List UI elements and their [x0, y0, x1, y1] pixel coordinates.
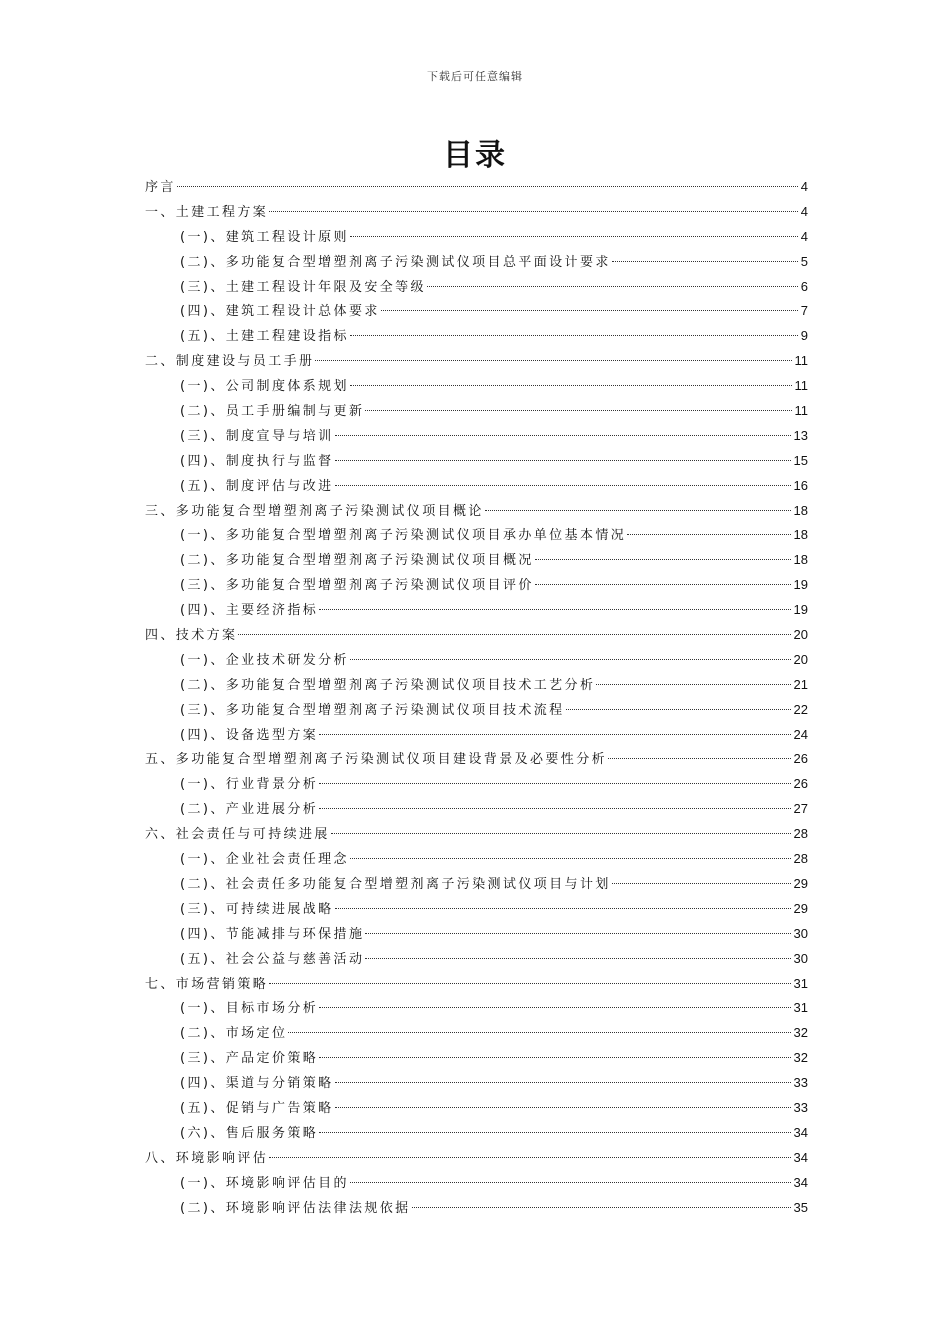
- toc-entry-title: (二)、社会责任多功能复合型增塑剂离子污染测试仪项目与计划: [180, 876, 611, 892]
- toc-entry-title: (二)、市场定位: [180, 1026, 288, 1042]
- toc-entry-page-number: 4: [800, 179, 808, 194]
- toc-entry[interactable]: [145, 1046, 808, 1071]
- toc-entry[interactable]: [145, 523, 808, 548]
- toc-entry-title: (四)、制度执行与监督: [180, 453, 334, 469]
- toc-entry-title: (一)、目标市场分析: [180, 1001, 319, 1017]
- toc-entry-title: (五)、社会公益与慈善活动: [180, 951, 365, 967]
- toc-dot-leader: [319, 1057, 790, 1058]
- toc-entry-title: (二)、多功能复合型增塑剂离子污染测试仪项目概况: [180, 553, 534, 569]
- toc-entry-page-number: 26: [793, 776, 808, 792]
- toc-dot-leader: [612, 883, 791, 884]
- toc-entry-title: (五)、制度评估与改进: [180, 478, 334, 494]
- toc-entry[interactable]: [145, 1021, 808, 1046]
- toc-entry[interactable]: [145, 1196, 808, 1221]
- toc-entry-page-number: 24: [793, 726, 808, 742]
- toc-dot-leader: [365, 410, 791, 411]
- toc-dot-leader: [315, 360, 791, 361]
- toc-entry[interactable]: [145, 349, 808, 374]
- toc-entry-title: (二)、员工手册编制与更新: [180, 404, 365, 420]
- toc-entry-page-number: 20: [793, 651, 808, 667]
- toc-dot-leader: [608, 758, 791, 759]
- toc-entry[interactable]: [145, 648, 808, 673]
- toc-entry-title: 八、环境影响评估: [145, 1150, 269, 1166]
- toc-entry[interactable]: [145, 747, 808, 772]
- toc-entry-title: (五)、促销与广告策略: [180, 1100, 334, 1116]
- toc-entry-page-number: 28: [793, 851, 808, 867]
- toc-entry-title: 二、制度建设与员工手册: [145, 354, 315, 370]
- toc-entry-title: (四)、设备选型方案: [180, 727, 319, 743]
- toc-dot-leader: [427, 286, 798, 287]
- toc-dot-leader: [335, 1082, 791, 1083]
- toc-entry[interactable]: [145, 847, 808, 872]
- toc-dot-leader: [319, 609, 790, 610]
- toc-entry[interactable]: [145, 374, 808, 399]
- toc-entry[interactable]: [145, 449, 808, 474]
- toc-dot-leader: [319, 734, 790, 735]
- toc-entry[interactable]: [145, 474, 808, 499]
- toc-entry-title: (六)、售后服务策略: [180, 1125, 319, 1141]
- toc-entry-page-number: 29: [793, 875, 808, 891]
- toc-entry-page-number: 34: [793, 1124, 808, 1140]
- toc-entry-title: (四)、渠道与分销策略: [180, 1076, 334, 1092]
- toc-entry[interactable]: [145, 897, 808, 922]
- page-header-note: 下载后可任意编辑: [427, 70, 523, 83]
- toc-dot-leader: [535, 559, 791, 560]
- toc-entry-page-number: 20: [793, 627, 808, 643]
- toc-entry-title: 四、技术方案: [145, 628, 238, 644]
- toc-entry-title: (三)、制度宣导与培训: [180, 428, 334, 444]
- toc-entry-page-number: 33: [793, 1075, 808, 1091]
- toc-entry-title: 序言: [145, 180, 176, 195]
- toc-dot-leader: [485, 510, 791, 511]
- toc-entry-title: (二)、产业进展分析: [180, 802, 319, 818]
- toc-entry[interactable]: [145, 250, 808, 275]
- toc-dot-leader: [331, 833, 791, 834]
- toc-entry-page-number: 21: [793, 676, 808, 692]
- toc-entry-page-number: 27: [793, 801, 808, 817]
- toc-dot-leader: [288, 1032, 790, 1033]
- toc-entry-page-number: 22: [793, 701, 808, 717]
- toc-entry-page-number: 19: [793, 602, 808, 618]
- toc-entry-title: (二)、多功能复合型增塑剂离子污染测试仪项目总平面设计要求: [180, 254, 611, 270]
- toc-dot-leader: [335, 1107, 791, 1108]
- toc-entry-page-number: 28: [793, 826, 808, 842]
- toc-entry[interactable]: [145, 922, 808, 947]
- toc-entry-page-number: 19: [793, 577, 808, 593]
- toc-entry[interactable]: [145, 723, 808, 748]
- toc-entry-page-number: 11: [794, 403, 808, 419]
- toc-entry-page-number: 32: [793, 1025, 808, 1041]
- toc-dot-leader: [350, 236, 798, 237]
- toc-entry-title: (一)、多功能复合型增塑剂离子污染测试仪项目承办单位基本情况: [180, 528, 627, 544]
- toc-entry-title: (一)、公司制度体系规划: [180, 379, 349, 395]
- toc-entry-title: (一)、企业社会责任理念: [180, 852, 349, 868]
- toc-entry-page-number: 31: [793, 1000, 808, 1016]
- toc-dot-leader: [627, 534, 790, 535]
- toc-entry[interactable]: [145, 947, 808, 972]
- toc-entry[interactable]: [145, 399, 808, 424]
- toc-entry[interactable]: [145, 1146, 808, 1171]
- toc-entry-page-number: 11: [794, 353, 808, 369]
- toc-entry-page-number: 33: [793, 1099, 808, 1115]
- toc-entry[interactable]: [145, 299, 808, 324]
- toc-entry-page-number: 30: [793, 950, 808, 966]
- toc-entry-page-number: 32: [793, 1050, 808, 1066]
- toc-entry-page-number: 18: [793, 527, 808, 543]
- toc-entry[interactable]: [145, 1171, 808, 1196]
- toc-entry-title: (三)、多功能复合型增塑剂离子污染测试仪项目技术流程: [180, 702, 565, 718]
- toc-dot-leader: [319, 783, 790, 784]
- toc-entry-page-number: 4: [800, 203, 808, 219]
- toc-entry-page-number: 6: [800, 278, 808, 294]
- toc-entry[interactable]: [145, 996, 808, 1021]
- toc-dot-leader: [350, 659, 791, 660]
- toc-entry-page-number: 34: [793, 1174, 808, 1190]
- toc-dot-leader: [566, 709, 791, 710]
- toc-entry-page-number: 7: [800, 303, 808, 319]
- toc-entry-page-number: 15: [793, 452, 808, 468]
- toc-dot-leader: [238, 634, 790, 635]
- toc-dot-leader: [612, 261, 798, 262]
- toc-entry[interactable]: [145, 225, 808, 250]
- toc-entry-title: (二)、环境影响评估法律法规依据: [180, 1200, 411, 1216]
- toc-dot-leader: [335, 435, 791, 436]
- toc-entry[interactable]: [145, 324, 808, 349]
- toc-entry-title: (一)、环境影响评估目的: [180, 1175, 349, 1191]
- toc-dot-leader: [350, 385, 792, 386]
- toc-entry-title: (一)、行业背景分析: [180, 777, 319, 793]
- toc-entry-title: (一)、企业技术研发分析: [180, 652, 349, 668]
- toc-entry-page-number: 4: [800, 228, 808, 244]
- toc-dot-leader: [350, 858, 791, 859]
- toc-entry-title: (四)、主要经济指标: [180, 603, 319, 619]
- toc-title: 目录: [443, 138, 507, 173]
- toc-entry-title: 一、土建工程方案: [145, 204, 269, 220]
- toc-dot-leader: [269, 983, 790, 984]
- toc-dot-leader: [319, 808, 790, 809]
- toc-entry-title: (一)、建筑工程设计原则: [180, 229, 349, 245]
- toc-entry[interactable]: [145, 623, 808, 648]
- toc-entry[interactable]: [145, 573, 808, 598]
- toc-entry-title: (五)、土建工程建设指标: [180, 329, 349, 345]
- toc-entry-title: 六、社会责任与可持续进展: [145, 827, 330, 843]
- toc-entry-title: (三)、可持续进展战略: [180, 901, 334, 917]
- toc-entry[interactable]: [145, 200, 808, 225]
- toc-entry[interactable]: [145, 275, 808, 300]
- toc-dot-leader: [365, 958, 790, 959]
- toc-entry[interactable]: [145, 797, 808, 822]
- toc-entry-page-number: 31: [793, 975, 808, 991]
- toc-dot-leader: [335, 485, 791, 486]
- toc-entry-title: 三、多功能复合型增塑剂离子污染测试仪项目概论: [145, 503, 484, 519]
- toc-entry[interactable]: [145, 872, 808, 897]
- toc-dot-leader: [269, 211, 798, 212]
- toc-entry[interactable]: [145, 175, 808, 200]
- toc-entry-title: 七、市场营销策略: [145, 976, 269, 992]
- toc-dot-leader: [381, 310, 798, 311]
- toc-entry[interactable]: [145, 772, 808, 797]
- toc-entry[interactable]: [145, 499, 808, 524]
- toc-dot-leader: [365, 933, 790, 934]
- toc-entry-page-number: 5: [800, 253, 808, 269]
- toc-entry-page-number: 26: [793, 751, 808, 767]
- toc-entry[interactable]: [145, 673, 808, 698]
- toc-dot-leader: [596, 684, 790, 685]
- toc-dot-leader: [269, 1157, 790, 1158]
- toc-entry-title: (三)、土建工程设计年限及安全等级: [180, 279, 426, 295]
- toc-entry[interactable]: [145, 424, 808, 449]
- toc-entry-page-number: 13: [793, 427, 808, 443]
- toc-entry[interactable]: [145, 822, 808, 847]
- toc-entry-page-number: 34: [793, 1149, 808, 1165]
- toc-entry-title: (三)、产品定价策略: [180, 1051, 319, 1067]
- toc-entry-title: 五、多功能复合型增塑剂离子污染测试仪项目建设背景及必要性分析: [145, 752, 608, 768]
- toc-dot-leader: [319, 1132, 790, 1133]
- toc-entry-page-number: 18: [793, 502, 808, 518]
- toc-entry-page-number: 9: [800, 328, 808, 344]
- toc-entry[interactable]: [145, 698, 808, 723]
- toc-dot-leader: [350, 335, 798, 336]
- toc-entry[interactable]: [145, 548, 808, 573]
- toc-entry-title: (二)、多功能复合型增塑剂离子污染测试仪项目技术工艺分析: [180, 677, 596, 693]
- toc-entry-page-number: 16: [793, 477, 808, 493]
- toc-dot-leader: [319, 1007, 790, 1008]
- toc-entry[interactable]: [145, 1071, 808, 1096]
- toc-dot-leader: [335, 460, 791, 461]
- toc-entry-page-number: 30: [793, 925, 808, 941]
- toc-dot-leader: [177, 186, 798, 187]
- toc-entry-title: (三)、多功能复合型增塑剂离子污染测试仪项目评价: [180, 578, 534, 594]
- toc-entry-title: (四)、节能减排与环保措施: [180, 926, 365, 942]
- toc-dot-leader: [535, 584, 791, 585]
- toc-entry-page-number: 18: [793, 552, 808, 568]
- toc-entry[interactable]: [145, 1121, 808, 1146]
- toc-entry-page-number: 29: [793, 900, 808, 916]
- toc-entry-page-number: 35: [793, 1199, 808, 1215]
- toc-dot-leader: [335, 908, 791, 909]
- toc-entry-title: (四)、建筑工程设计总体要求: [180, 304, 380, 320]
- toc-entry[interactable]: [145, 972, 808, 997]
- toc-entry-page-number: 11: [794, 378, 808, 394]
- table-of-contents: [145, 175, 808, 1220]
- toc-dot-leader: [350, 1182, 791, 1183]
- toc-entry[interactable]: [145, 1096, 808, 1121]
- toc-dot-leader: [412, 1207, 791, 1208]
- toc-entry[interactable]: [145, 598, 808, 623]
